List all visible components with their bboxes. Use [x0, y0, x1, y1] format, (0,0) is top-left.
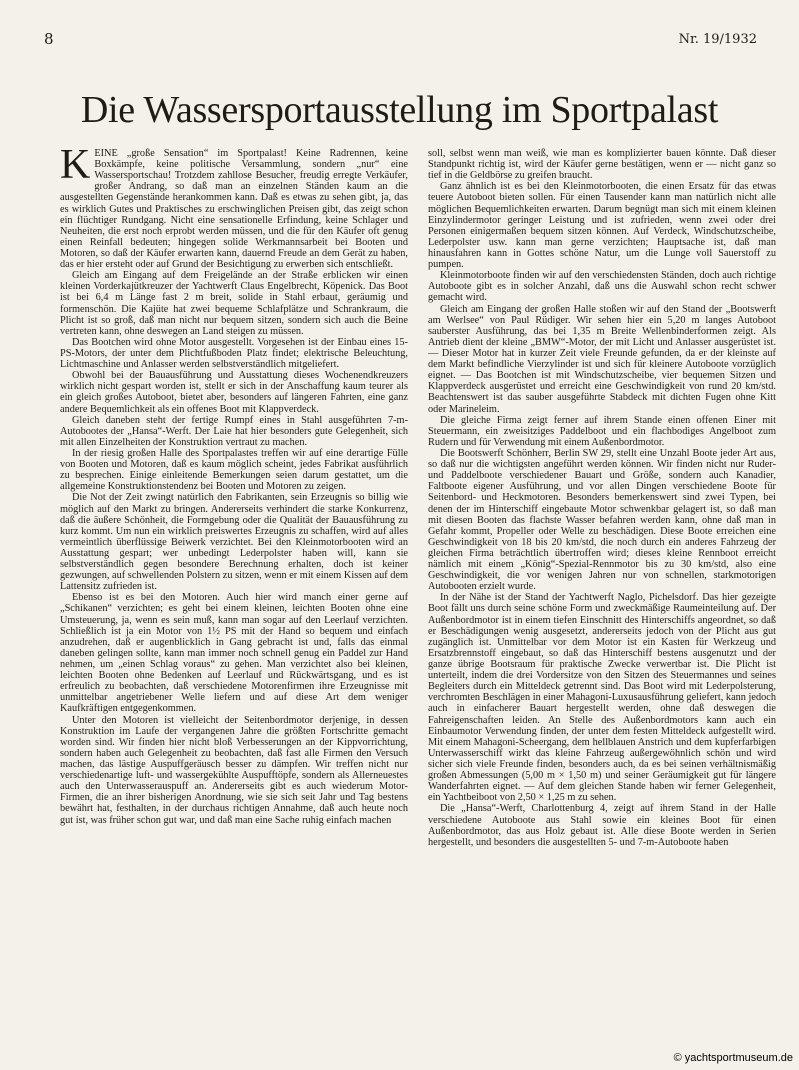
- paragraph: Die Not der Zeit zwingt natürlich den Fabrikanten, sein Erzeugnis so billig wie möglich auf den Markt zu bringen. Andererseits verhindert die starke Konkurrenz, daß die äußere Schönheit, die Formgebung oder die Qualität der Bauausführung zu kurz kommt. Um nun ein wirklich preiswertes Erzeugnis zu schaffen, wird auf alles vermeintlich überflüssige Beiwerk verzichtet. Bei den Kleinmotorbooten wird an Ausstattung gespart; wer unbedingt Lederpolster haben will, kann sie selbstverständlich gegen besondere Berechnung erhalten, doch ist keiner gezwungen, auf schwellenden Polstern zu sitzen, wenn er mit einem Kissen auf dem Lattensitz zufrieden ist.: [60, 492, 408, 593]
- left-column: [60, 148, 408, 1028]
- paragraph-text: EINE „große Sensation“ im Sportpalast! Keine Radrennen, keine Boxkämpfe, keine politische Versammlung, sondern „nur“ eine Wassersportschau! Trotzdem zahllose Besucher, freudig erregte Verkäufer, großer Andrang, so daß man an einzelnen Ständen kaum an die ausgestellten Gegenstände herankommen kann. Daß es etwas zu sehen gibt, ja, das es wirklich Gutes und Praktisches zu erschwinglichen Preisen gibt, das zeigt schon ein flüchtiger Rundgang. Nicht eine sensationelle Erfindung, keine Schlager und Neuheiten, die erst noch erprobt werden müssen, und die für den Käufer oft genug einen Reinfall bedeuten; hingegen solide Werkmannsarbeit bei Booten und Motoren, so daß der Käufer erwarten kann, dauernd Freude an dem Gerät zu haben, das er hier ersteht oder auf Grund der Besichtigung zu erwerben sich entschließt.: [60, 148, 408, 271]
- right-column: [428, 148, 776, 1028]
- paragraph: [60, 148, 408, 270]
- paragraph: Gleich daneben steht der fertige Rumpf eines in Stahl ausgeführten 7-m-Autobootes der „Hansa“-Werft. Der Laie hat hier besonders gute Gelegenheit, sich mit allen Einzelheiten der Konstruktion vertraut zu machen.: [60, 414, 408, 448]
- paragraph: Obwohl bei der Bauausführung und Ausstattung dieses Wochenendkreuzers wirklich nicht gespart worden ist, stellt er sich in der Anschaffung kaum teurer als ein gleich großes Autoboot, bietet aber, besonders auf längeren Fahrten, eine ganz andere Bequemlichkeit als ein offenes Boot mit Klappverdeck.: [60, 370, 408, 415]
- paragraph: Die Bootswerft Schönherr, Berlin SW 29, stellt eine Unzahl Boote jeder Art aus, so daß nur die wichtigsten angeführt werden können. Wir finden nicht nur Ruder- und Paddelboote verschiedener Bauart und Größe, sondern auch Kanadier, Faltboote eigener Ausführung, und vor allen Dingen verschiedene Boote für Seitenbord- und Heckmotoren. Besonders bemerkenswert sind zwei Typen, bei denen der im Hinterschiff eingebaute Motor schwenkbar gelagert ist, so daß man mit diesen Booten das flachste Wasser befahren werden kann, ohne daß man in Gefahr kommt, Propeller oder Welle zu beschädigen. Diese Boote erreichen eine Geschwindigkeit von 18 bis 20 km/std, die noch durch ein anderes Fahrzeug der gleichen Firma beträchtlich übertroffen wird; dieses kleine Rennboot erreicht nämlich mit einem „König“-Spezial-Rennmotor bis zu 30 km/std, also eine Geschwindigkeit, die vor wenigen Jahren nur von schnellen, starkmotorigen Autobooten erzielt wurde.: [428, 447, 776, 593]
- paragraph: Die gleiche Firma zeigt ferner auf ihrem Stande einen offenen Einer mit Steuermann, ein zweisitziges Paddelboot und ein flachbodiges Angelboot zum Rudern und für Verwendung mit einem Außenbordmotor.: [428, 414, 776, 448]
- paragraph: In der riesig großen Halle des Sportpalastes treffen wir auf eine derartige Fülle von Booten und Motoren, daß es kaum möglich scheint, jedes Fabrikat ausführlich zu besprechen. Einige einleitende Bemerkungen seien darum gestattet, um die allgemeine Konstruktionstendenz bei Booten und Motoren zu zeigen.: [60, 447, 408, 493]
- paragraph: Das Bootchen wird ohne Motor ausgestellt. Vorgesehen ist der Einbau eines 15-PS-Motors, der unter dem Plichtfußboden Platz findet; elektrische Beleuchtung, Lichtmaschine und Anlasser werden selbstverständlich mitgeliefert.: [60, 336, 408, 371]
- issue-number: Nr. 19/1932: [678, 32, 757, 47]
- paragraph: Ganz ähnlich ist es bei den Kleinmotorbooten, die einen Ersatz für das etwas teuere Autoboot bieten sollen. Für einen Tausender kann man natürlich nicht alle möglichen Bequemlichkeiten erwarten. Darum begnügt man sich mit einem kleinen Einzylindermotor geringer Leistung und ist zufrieden, wenn zwei oder drei Personen einigermaßen bequem sitzen können. Auf Verdeck, Windschutzscheibe, Lederpolster usw. kann man gerne verzichten; Hauptsache ist, daß man hinausfahren kann in Gottes schöne Natur, um die Lunge voll Sauerstoff zu pumpen.: [428, 181, 776, 271]
- page-number: 8: [44, 30, 54, 48]
- paragraph: In der Nähe ist der Stand der Yachtwerft Naglo, Pichelsdorf. Das hier gezeigte Boot fällt uns durch seine schöne Form und zweckmäßige Raumeinteilung auf. Der Außenbordmotor ist in einem tiefen Einschnitt des Hinterschiffs angeordnet, so daß er Beschädigungen wenig ausgesetzt, andererseits jedoch von der Plicht aus gut zugänglich ist. Unmittelbar vor dem Motor ist ein Kasten für Werkzeug und Ersatzbrennstoff eingebaut, so daß das Hinterschiff bestens ausgenutzt und der ganze übrige Bootsraum für praktische Zwecke verwertbar ist. Die Plicht ist unterteilt, indem die drei Vordersitze von den Sitzen des Steuermannes und seines Begleiters durch ein Mitteldeck getrennt sind. Das Boot wird mit Lederpolsterung, verchromten Beschlägen in einer Mahagoni-Luxusausführung geliefert, kann jedoch auch in einfacherer Bauart hergestellt werden, ohne daß deswegen die Fahreigenschaften leiden. An Stelle des Außenbordmotors kann auch ein Einbaumotor Verwendung finden, der unter dem festen Mitteldeck aufgestellt wird. Mit einem Mahagoni-Scheergang, dem hellblauen Anstrich und dem kupferfarbigen Unterwasserschiff wirkt das kleine Fahrzeug außergewöhnlich schön und wird sicher sich viele Freunde finden, besonders auch, da es bei seinen verhältnismäßig großen Abmessungen (5,00 m × 1,50 m) und seiner Geräumigkeit gut für längere Wanderfahrten eignet. — Auf dem gleichen Stande haben wir ferner Gelegenheit, ein Yachtbeiboot von 2,50 × 1,25 m zu sehen.: [428, 592, 776, 804]
- article-title: Die Wassersportausstellung im Sportpalast: [80, 89, 719, 131]
- paragraph: Die „Hansa“-Werft, Charlottenburg 4, zeigt auf ihrem Stand in der Halle verschiedene Autoboote aus Stahl sowie ein kleines Boot für einen Außenbordmotor, das aus Holz gebaut ist. Alle diese Boote werden in Serien hergestellt, und besonders die ausgestellten 5- und 7-m-Autoboote haben: [428, 803, 776, 848]
- paragraph: Unter den Motoren ist vielleicht der Seitenbordmotor derjenige, in dessen Konstruktion im Laufe der vergangenen Jahre die größten Fortschritte gemacht worden sind. Wir finden hier nicht bloß Verbesserungen an der Kippvorrichtung, sondern haben auch Gelegenheit zu beobachten, daß fast alle Firmen den Versuch machen, das lästige Auspuffgeräusch besser zu dämpfen. Wir treffen nicht nur verschiedenartige luft- und wassergekühlte Auspufftöpfe, sondern als Allerneuestes auch den Unterwasserauspuff an. Andererseits gibt es auch wiederum Motor-Firmen, die an ihrer bisherigen Anordnung, wie sie sich seit Jahr und Tag bestens bewährt hat, festhalten, in der durchaus richtigen Annahme, daß auch heute noch gut ist, was früher schon gut war, und daß man eine Sache ruhig einfach machen: [60, 714, 408, 826]
- paragraph: soll, selbst wenn man weiß, wie man es komplizierter bauen könnte. Daß dieser Standpunkt richtig ist, wird der Käufer gerne bestätigen, wenn er — nicht ganz so tief in die Geldbörse zu greifen braucht.: [428, 148, 776, 182]
- paragraph: Gleich am Eingang auf dem Freigelände an der Straße erblicken wir einen kleinen Vorderkajütkreuzer der Yachtwerft Claus Engelbrecht, Köpenick. Das Boot ist bei 6,4 m Länge fast 2 m breit, solide in Stahl erbaut, geräumig und formenschön. Die Kajüte hat zwei bequeme Schlafplätze und Schrankraum, die Plicht ist so groß, daß man nicht nur bequem sitzen, sondern sich auch die Beine vertreten kann, ohne deswegen an Land steigen zu müssen.: [60, 270, 408, 337]
- watermark: © yachtsportmuseum.de: [673, 1052, 793, 1064]
- drop-cap: K: [60, 148, 91, 188]
- paragraph: Gleich am Eingang der großen Halle stoßen wir auf den Stand der „Bootswerft am Werlsee“ von Paul Rüdiger. Wir sehen hier ein 5,20 m langes Autoboot sauberster Ausführung, das bei 1,35 m Breite Wellenbinderformen zeigt. Als Antrieb dient der kleine „BMW“-Motor, der mit Licht und Anlasser ausgerüstet ist. — Dieser Motor hat in kurzer Zeit viele Freunde gefunden, da er der kleinste auf dem Markt befindliche Vierzylinder ist und sich für kleinere Autoboote vorzüglich eignet. — Das Bootchen ist mit Windschutzscheibe, vier bequemen Sitzen und Klappverdeck ausgerüstet und erreicht eine Geschwindigkeit von rund 20 km/std. Beachtenswert ist das sauber ausgeführte Stabdeck mit dichten Fugen ohne Kitt oder Marineleim.: [428, 303, 776, 415]
- paragraph: Kleinmotorboote finden wir auf den verschiedensten Ständen, doch auch richtige Autoboote gibt es in solcher Anzahl, daß uns die Auswahl schon recht schwer gemacht wird.: [428, 270, 776, 304]
- paragraph: Ebenso ist es bei den Motoren. Auch hier wird manch einer gerne auf „Schikanen“ verzichten; es geht bei einem kleinen, leichten Booten ohne eine Umsteuerung, ja, wenn es sein muß, kann man sogar auf den Leerlauf verzichten. Schließlich ist ja ein Motor von 1½ PS mit der Hand so bequem und einfach anzudrehen, daß er augenblicklich in Gang gebracht ist und, falls das einmal daneben gelingen sollte, kann man immer noch schnell genug ein Paddel zur Hand nehmen, um „einen Schlag voraus“ zu gehen. Man verzichtet also bei kleinen, leichten Booten ohne Bedenken auf Leerlauf und Rückwärtsgang, und es ist erfreulich zu beobachten, daß verschiedene Motorenfirmen ihre Erzeugnisse mit unmittelbar angetriebener Welle liefern und auf diese Art dem weniger Kaufkräftigen entgegenkommen.: [60, 592, 408, 715]
